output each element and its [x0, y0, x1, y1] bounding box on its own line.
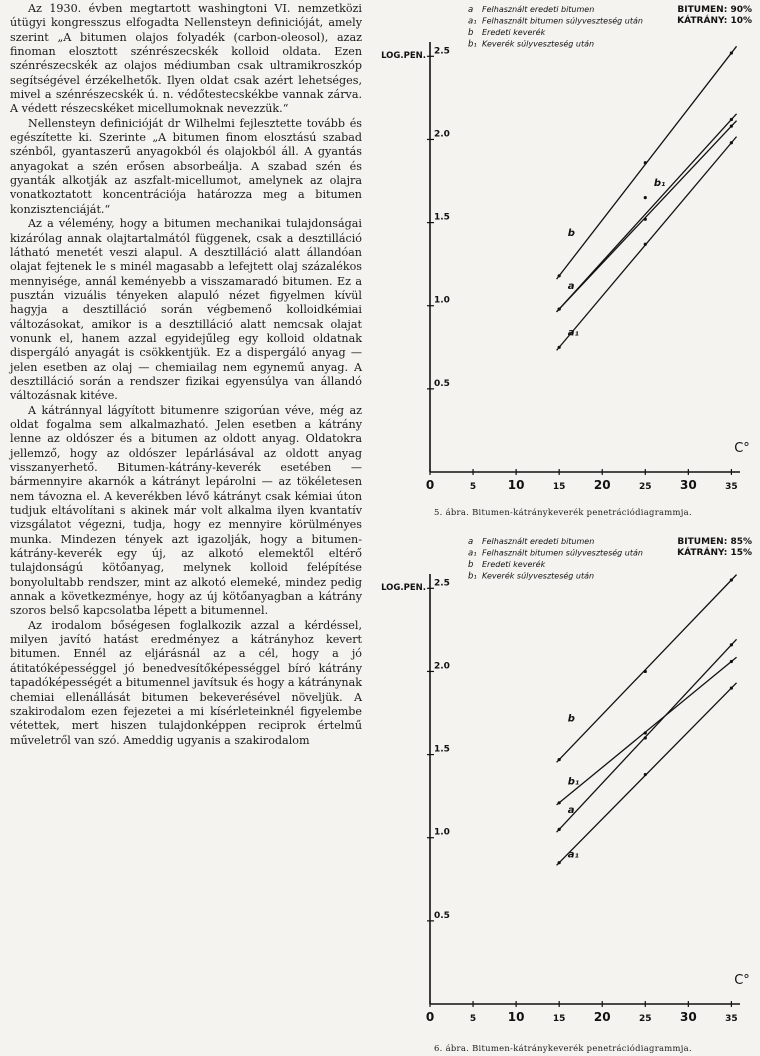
x-tick-label: 20	[593, 1010, 611, 1024]
figure-5	[368, 0, 758, 520]
x-tick-label: 10	[507, 478, 525, 492]
x-tick-label: 20	[593, 478, 611, 492]
penetration-chart-5	[368, 0, 758, 520]
x-tick-label: 15	[552, 482, 566, 492]
paragraph: Az irodalom bőségesen foglalkozik azzal a kérdéssel, milyen javító hatást eredményez a kátrányhoz kevert bitumen. Ennél az eljárásnál az a cél, hogy a jó átitatóképességgel jó benedvesítőképességgel bíró kátrány tapadóképességét a bitumennel javítsuk és hogy a kátránynak chemiai ellenállását bitumen bekeverésével növeljük. A szakirodalom ezen fejezetei a mi kísérleteinknél figyelembe vétettek, mert hiszen tulajdonképpen reciprok értelmű műveletről van szó. Ameddig ugyanis a szakirodalom	[10, 618, 362, 747]
paragraph: Az a vélemény, hogy a bitumen mechanikai tulajdonságai kizárólag annak olajtartalmától függenek, csak a desztilláció látható menetét veszi alapul. A desztilláció alatt állandóan olajat fejtenek le s minél magasabb a lefejtett olaj százalékos mennyisége, annál keményebb a visszamaradó bitumen. Ez a pusztán vizuális tényeken alapuló nézet figyelmen kívül hagyja a desztilláció során végbemenő kolloidkémiai változásokat, amikor is a desztilláció alatt nemcsak olajat vonunk el, hanem azzal egyidejűleg egy kolloid oldatnak dispergáló anyagát is csökkentjük. Ez a dispergáló anyag — jelen esetben az olaj — chemiailag nem egynemű anyag. A desztilláció során a rendszer fizikai egyensúlya van állandó változásnak kitéve.	[10, 217, 362, 403]
x-tick-label: 5	[469, 482, 477, 492]
data-point	[644, 731, 647, 734]
x-tick-label: 25	[639, 482, 652, 492]
data-point	[558, 861, 561, 864]
legend-text: Felhasznált bitumen súlyveszteség után	[482, 548, 643, 558]
paragraph: A kátránnyal lágyított bitumenre szigorúan véve, még az oldat fogalma sem alkalmazható. Jelen esetben a kátrány lenne az oldószer és a bitumen az oldott anyag. Oldatokra jellemző, hogy az oldószer lepárlásával az oldott anyag visszanyerhető. Bitumen-kátrány-keverék esetében — bármennyire akarnók a kátrányt lepárolni — az tökéletesen nem távozna el. A keverékben lévő kátrányt csak kémiai úton tudjuk eltávolítani s akinek már volt alkalma ilyen kvantatív vizsgálatot végezni, tudja, hogy ez mennyire körülményes munka. Mindezen tények azt igazolják, hogy a bitumen-kátrány-keverék egy új, az alkotó elemektől eltérő tulajdonságú kötőanyag, melynek kolloid felépítése bonyolultabb rendszer, mint az alkotó elemeké, mindez pedig annak a következménye, hogy az új kötőanyagban a kátrány szoros belső kapcsolatba lépett a bitumennel.	[10, 403, 362, 618]
x-tick-label: 0	[425, 1010, 435, 1024]
composition-label: KÁTRÁNY: 15%	[677, 548, 752, 558]
y-tick-label: 2.5	[434, 578, 450, 589]
x-tick-label: 30	[679, 1010, 697, 1024]
x-tick-label: 30	[679, 478, 697, 492]
x-axis-label: C°	[734, 973, 750, 988]
x-tick-label: 35	[725, 1014, 738, 1024]
data-point	[730, 125, 733, 128]
data-point	[644, 736, 647, 739]
composition-label: BITUMEN: 90%	[677, 5, 752, 15]
data-point	[730, 51, 733, 54]
legend-text: Felhasznált bitumen súlyveszteség után	[482, 16, 643, 26]
article-text-column	[10, 2, 362, 748]
composition-label: KÁTRÁNY: 10%	[677, 16, 752, 26]
paragraph: Nellensteyn definicióját dr Wilhelmi fejlesztette tovább és egészítette ki. Szerinte „A bitumen finom elosztású szabad szénből, gyantaszerű anyagokból és olajokból áll. A gyantás anyagokat a szén erősen absorbeálja. A szabad szén és gyanták alkotják az aszfalt-micellumot, amelynek az olajra vonatkoztatott koncentrációja határozza meg a bitumen konzisztenciáját.“	[10, 116, 362, 216]
data-point	[644, 243, 647, 246]
data-point	[730, 660, 733, 663]
series-line-b₁	[557, 114, 737, 312]
y-axis-label: LOG.PEN.	[381, 583, 426, 593]
data-point	[558, 828, 561, 831]
legend-key: a₁	[468, 16, 477, 27]
legend-text: Keverék súlyveszteség után	[482, 39, 595, 49]
series-line-b₁	[557, 657, 737, 805]
y-tick-label: 1.5	[434, 744, 450, 755]
curve-label: a₁	[567, 849, 579, 861]
legend-key: a	[468, 5, 474, 15]
curve-label: b	[567, 713, 575, 725]
y-tick-label: 2.0	[434, 661, 450, 672]
curve-label: a	[567, 281, 575, 293]
data-point	[644, 218, 647, 221]
legend-text: Eredeti keverék	[482, 560, 546, 569]
legend-key: b	[468, 560, 474, 570]
y-tick-label: 2.0	[434, 129, 450, 140]
data-point	[730, 118, 733, 121]
data-point	[644, 670, 647, 673]
composition-label: BITUMEN: 85%	[677, 537, 752, 547]
data-point	[730, 643, 733, 646]
y-tick-label: 0.5	[434, 910, 450, 921]
x-axis-label: C°	[734, 441, 750, 456]
x-tick-label: 10	[507, 1010, 525, 1024]
data-point	[558, 801, 561, 804]
legend-text: Keverék súlyveszteség után	[482, 571, 595, 581]
y-tick-label: 2.5	[434, 46, 450, 57]
legend-key: b	[468, 28, 474, 38]
y-tick-label: 1.0	[434, 827, 450, 838]
legend-text: Felhasznált eredeti bitumen	[482, 537, 595, 546]
data-point	[558, 307, 561, 310]
legend-key: a	[468, 537, 474, 547]
data-point	[730, 686, 733, 689]
data-point	[730, 578, 733, 581]
x-tick-label: 25	[639, 1014, 652, 1024]
data-point	[558, 346, 561, 349]
data-point	[644, 196, 647, 199]
paragraph: Az 1930. évben megtartott washingtoni VI. nemzetközi útügyi kongresszus elfogadta Nellensteyn definicióját, amely szerint „A bitumen olajos folyadék (carbon-oleosol), azaz finoman elosztott szénrészecskék kolloid oldata. Ezen szénrészecskék az olajos médiumban csak ultramikroszkóp segítségével érzékelhetők. Ilyen oldat csak azért lehetséges, mivel a szénrészecskék ú. n. védőtestecskékbe vannak zárva. A védett részecskéket micellumoknak nevezzük.“	[10, 2, 362, 116]
penetration-chart-6	[368, 532, 758, 1056]
legend-key: b₁	[468, 571, 477, 582]
curve-label: a	[567, 804, 575, 816]
x-tick-label: 5	[469, 1014, 477, 1024]
data-point	[644, 773, 647, 776]
data-point	[558, 758, 561, 761]
x-tick-label: 15	[552, 1014, 566, 1024]
curve-label: b₁	[567, 776, 580, 788]
figure-6	[368, 532, 758, 1056]
y-axis-label: LOG.PEN.	[381, 51, 426, 61]
legend-key: a₁	[468, 548, 477, 559]
curve-label: b₁	[653, 178, 666, 190]
data-point	[644, 161, 647, 164]
y-tick-label: 0.5	[434, 378, 450, 389]
curve-label: a₁	[567, 327, 579, 339]
data-point	[558, 274, 561, 277]
legend-key: b₁	[468, 39, 477, 50]
curve-label: b	[567, 227, 575, 239]
x-tick-label: 35	[725, 482, 738, 492]
data-point	[730, 141, 733, 144]
figure-caption: 5. ábra. Bitumen-kátránykeverék penetrációdiagrammja.	[434, 507, 692, 517]
y-tick-label: 1.0	[434, 295, 450, 306]
legend-text: Eredeti keverék	[482, 28, 546, 37]
legend-text: Felhasznált eredeti bitumen	[482, 5, 595, 14]
y-tick-label: 1.5	[434, 212, 450, 223]
x-tick-label: 0	[425, 478, 435, 492]
figure-caption: 6. ábra. Bitumen-kátránykeverék penetrációdiagrammja.	[434, 1043, 692, 1053]
